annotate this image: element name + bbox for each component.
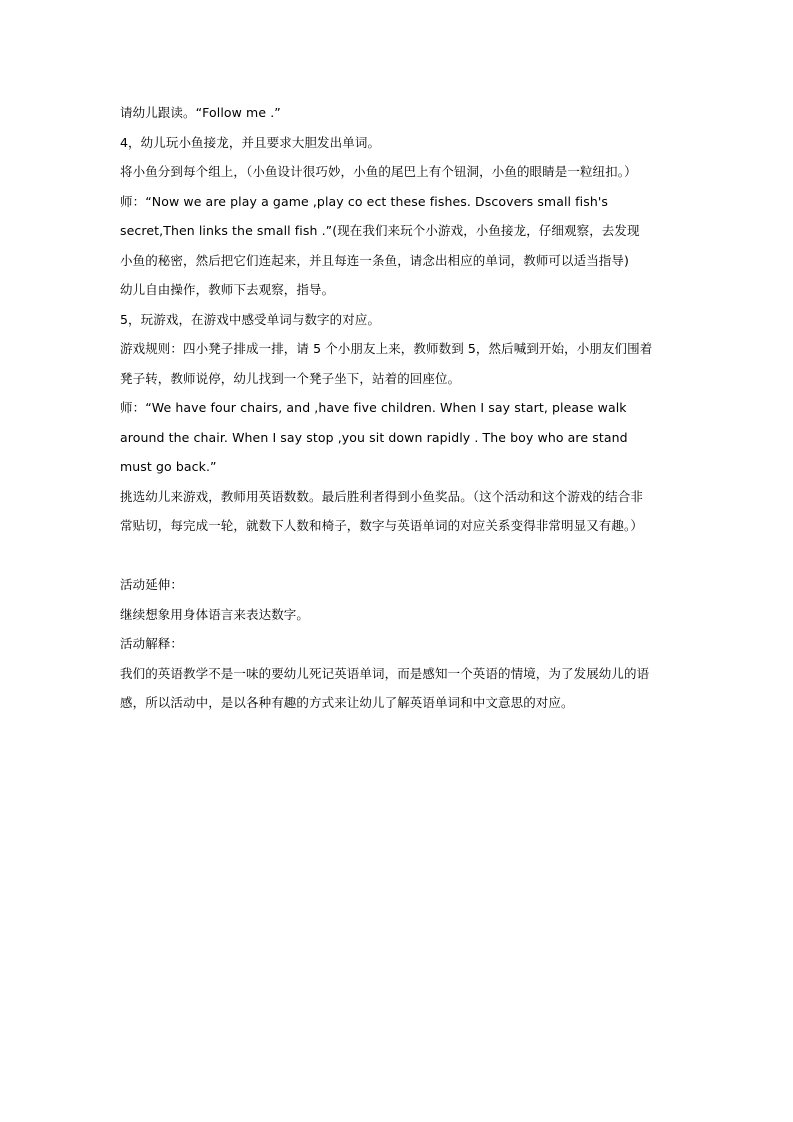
text-line: 感，所以活动中，是以各种有趣的方式来让幼儿了解英语单词和中文意思的对应。 bbox=[120, 695, 574, 710]
text-line: 师：“We have four chairs, and ,have five children. When I say start, please walk bbox=[120, 400, 627, 415]
text-line: 我们的英语教学不是一味的要幼儿死记英语单词，而是感知一个英语的情境，为了发展幼儿的语 bbox=[120, 665, 650, 681]
text-line: 4，幼儿玩小鱼接龙，并且要求大胆发出单词。 bbox=[120, 134, 381, 150]
text-line: around the chair. When I say stop ,you sit down rapidly . The boy who are stand bbox=[120, 429, 628, 445]
text-line: 挑选幼儿来游戏，教师用英语数数。最后胜利者得到小鱼奖品。（这个活动和这个游戏的结合非 bbox=[120, 488, 643, 504]
section-heading-explanation: 活动解释： bbox=[120, 636, 184, 651]
text-line: 5，玩游戏，在游戏中感受单词与数字的对应。 bbox=[120, 311, 381, 327]
text-line: 凳子转，教师说停，幼儿找到一个凳子坐下，站着的回座位。 bbox=[120, 370, 461, 386]
blank-line bbox=[120, 541, 680, 571]
text-line: must go back.” bbox=[120, 459, 217, 474]
text-line: 请幼儿跟读。“Follow me .” bbox=[120, 105, 281, 120]
text-line: 师：“Now we are play a game ,play co ect these fishes. Dscovers small fish's bbox=[120, 193, 609, 209]
text-line: 小鱼的秘密，然后把它们连起来，并且每连一条鱼，请念出相应的单词，教师可以适当指导) bbox=[120, 252, 629, 268]
text-line: 幼儿自由操作，教师下去观察，指导。 bbox=[120, 282, 335, 297]
text-line: 将小鱼分到每个组上，（小鱼设计很巧妙，小鱼的尾巴上有个钮洞，小鱼的眼睛是一粒纽扣。） bbox=[120, 164, 637, 179]
text-line: 继续想象用身体语言来表达数字。 bbox=[120, 606, 310, 622]
text-line: 常贴切，每完成一轮，就数下人数和椅子，数字与英语单词的对应关系变得非常明显又有趣。） bbox=[120, 518, 643, 533]
text-line: 游戏规则：四小凳子排成一排，请 5 个小朋友上来，教师数到 5，然后喊到开始，小朋友们围着 bbox=[120, 341, 653, 356]
text-line: secret,Then links the small fish .”(现在我们来玩个小游戏，小鱼接龙，仔细观察，去发现 bbox=[120, 223, 640, 238]
section-heading-extension: 活动延伸： bbox=[120, 577, 184, 592]
document-body bbox=[120, 98, 680, 718]
